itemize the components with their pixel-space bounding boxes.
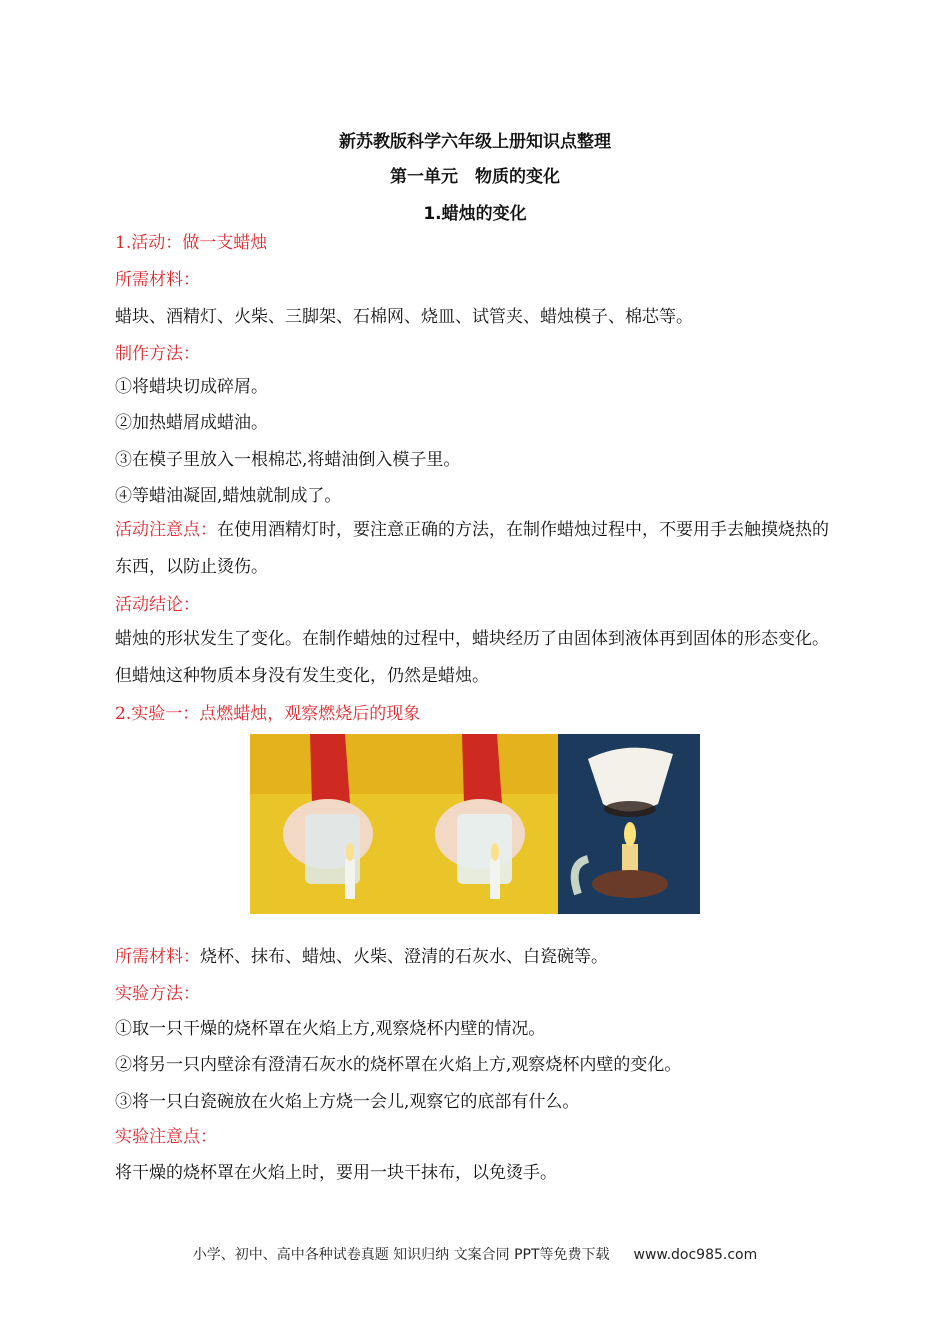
section1-heading: 1.活动：做一支蜡烛 <box>115 233 268 253</box>
lesson-title: 1.蜡烛的变化 <box>423 204 527 224</box>
unit-title: 第一单元 物质的变化 <box>390 167 560 187</box>
section2-step: ③将一只白瓷碗放在火焰上方烧一会儿,观察它的底部有什么。 <box>115 1092 580 1112</box>
section2-heading: 2.实验一：点燃蜡烛，观察燃烧后的现象 <box>115 704 421 724</box>
photo-dry-beaker <box>250 734 402 914</box>
section2-step: ②将另一只内壁涂有澄清石灰水的烧杯罩在火焰上方,观察烧杯内壁的变化。 <box>115 1055 682 1075</box>
section1-notice <box>115 512 845 586</box>
section2-notice-label: 实验注意点： <box>115 1127 217 1147</box>
section1-step: ④等蜡油凝固,蜡烛就制成了。 <box>115 486 342 506</box>
section1-materials: 蜡块、酒精灯、火柴、三脚架、石棉网、烧皿、试管夹、蜡烛模子、棉芯等。 <box>115 307 693 327</box>
section2-method-label: 实验方法： <box>115 984 200 1004</box>
section1-step: ①将蜡块切成碎屑。 <box>115 377 268 397</box>
section1-step: ②加热蜡屑成蜡油。 <box>115 413 268 433</box>
experiment-photos <box>250 734 700 914</box>
document-title: 新苏教版科学六年级上册知识点整理 <box>339 132 611 152</box>
footer-text: 小学、初中、高中各种试卷真题 知识归纳 文案合同 PPT等免费下载 <box>192 1247 610 1263</box>
section1-conclusion: 蜡烛的形状发生了变化。在制作蜡烛的过程中，蜡块经历了由固体到液体再到固体的形态变化。但蜡烛这种物质本身没有发生变化，仍然是蜡烛。 <box>115 629 829 686</box>
section1-conclusion-label: 活动结论： <box>115 595 200 615</box>
section2-materials <box>115 947 845 967</box>
photo-porcelain-bowl <box>558 734 700 914</box>
section2-materials-text: 烧杯、抹布、蜡烛、火柴、澄清的石灰水、白瓷碗等。 <box>200 947 608 967</box>
photo-limewater-beaker <box>402 734 558 914</box>
section1-notice-label: 活动注意点： <box>115 520 217 540</box>
section2-step: ①取一只干燥的烧杯罩在火焰上方,观察烧杯内壁的情况。 <box>115 1019 546 1039</box>
section2-notice: 将干燥的烧杯罩在火焰上时，要用一块干抹布，以免烫手。 <box>115 1163 557 1183</box>
section2-materials-label: 所需材料： <box>115 947 200 967</box>
footer-site-link[interactable]: www.doc985.com <box>633 1247 758 1263</box>
page-footer <box>0 1244 950 1264</box>
section1-step: ③在模子里放入一根棉芯,将蜡油倒入模子里。 <box>115 450 461 470</box>
section1-notice-text: 在使用酒精灯时，要注意正确的方法，在制作蜡烛过程中，不要用手去触摸烧热的东西，以防止烫伤。 <box>115 520 829 577</box>
section1-materials-label: 所需材料： <box>115 270 200 290</box>
section1-method-label: 制作方法： <box>115 344 200 364</box>
